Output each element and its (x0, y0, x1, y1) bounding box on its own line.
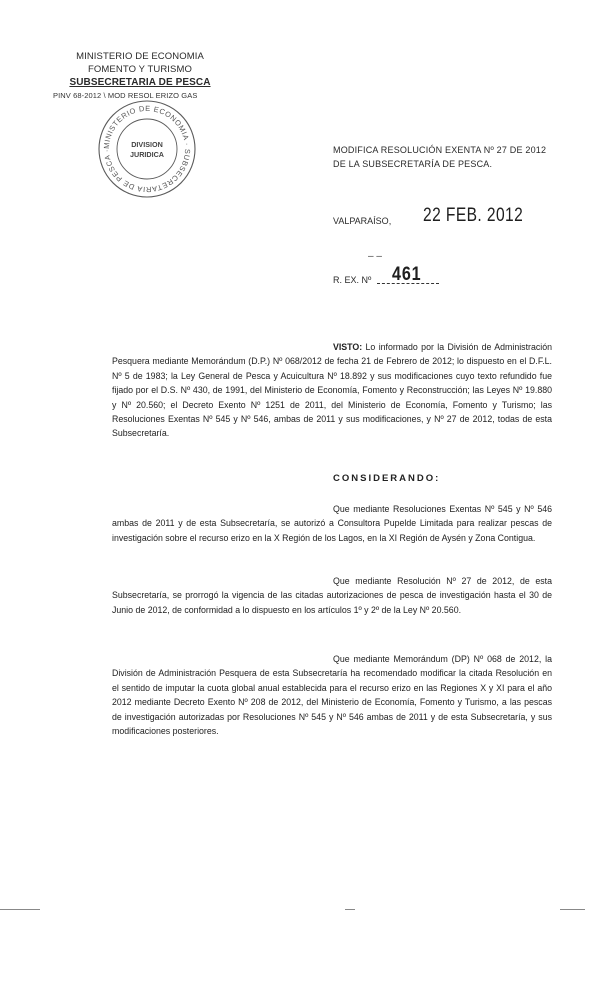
resolution-number-label: R. EX. Nº (333, 275, 372, 285)
subject-line-2: DE LA SUBSECRETARÍA DE PESCA. (333, 159, 493, 169)
subsecretaria-name: SUBSECRETARIA DE PESCA (69, 77, 211, 88)
considerando-heading: CONSIDERANDO: (333, 473, 441, 484)
ministry-name: MINISTERIO DE ECONOMIA (76, 51, 204, 62)
footer-scan-mark (345, 909, 355, 910)
footer-scan-mark (560, 909, 585, 910)
stamp-ring-text: MINISTERIO DE ECONOMIA · SUBSECRETARIA DE PESCA · (101, 103, 193, 195)
footer-scan-mark (0, 909, 40, 910)
letterhead (45, 50, 235, 102)
considerando-paragraph-1: Que mediante Resoluciones Exentas Nº 545 y Nº 546 ambas de 2011 y de esta Subsecretaría, se autorizó a Consultora Pupelde Limitada para realizar pescas de investigación sobre el recurso erizo en la X Región de los Lagos, en la XI Región de Aysén y Zona Contigua. (112, 504, 552, 543)
stamp-juridica: JURIDICA (130, 150, 164, 159)
ministry-subtitle: FOMENTO Y TURISMO (88, 64, 192, 75)
dash-mark: – – (368, 251, 382, 262)
visto-paragraph (112, 340, 552, 441)
considerando-paragraph-2: Que mediante Resolución Nº 27 de 2012, de esta Subsecretaría, se prorrogó la vigencia de las citadas autorizaciones de pesca de investigación hasta el 30 de Junio de 2012, de conformidad a lo dispuesto en los artículos 1º y 2º de la Ley Nº 20.560. (112, 576, 552, 615)
visto-label: VISTO: (333, 342, 363, 352)
division-juridica-stamp (96, 98, 198, 200)
resolution-number: 461 (392, 264, 422, 285)
date-place: VALPARAÍSO, (333, 216, 392, 226)
resolution-subject (333, 143, 573, 171)
considerando-paragraph-3: Que mediante Memorándum (DP) Nº 068 de 2012, la División de Administración Pesquera de esta Subsecretaría ha recomendado modificar la citada Resolución en el sentido de imputar la cuota global anual establecida para el recurso erizo en las Regiones X y XI para el año 2012 mediante Decreto Exento Nº 208 de 2012, del Ministerio de Economía, Fomento y Turismo, a las pescas de investigación autorizadas por Resoluciones Nº 545 y Nº 546 ambas de 2011 y de esta Subsecretaría, y sus modificaciones posteriores. (112, 654, 552, 737)
visto-text: Lo informado por la División de Administración Pesquera mediante Memorándum (D.P.) Nº 068/2012 de fecha 21 de Febrero de 2012; lo dispuesto en el D.F.L. Nº 5 de 1983; la Ley General de Pesca y Acuicultura Nº 18.892 y sus modificaciones cuyo texto refundido fue fijado por el D.S. Nº 430, de 1991, del Ministerio de Economía, Fomento y Reconstrucción; las Leyes Nº 19.880 y Nº 20.560; el Decreto Exento Nº 1251 de 2011, del Ministerio de Economía, Fomento y Turismo; las Resoluciones Exentas Nº 545 y Nº 546, ambas de 2011 y sus modificaciones, y Nº 27 de 2012, todas de esta Subsecretaría. (112, 342, 552, 439)
date-stamp: 22 FEB. 2012 (423, 205, 524, 226)
stamp-division: DIVISION (131, 140, 163, 149)
svg-text:MINISTERIO DE ECONOMIA · SUBSE (102, 104, 192, 194)
stamp-seal-icon (96, 98, 198, 200)
file-reference: PINV 68-2012 \ MOD RESOL ERIZO GAS (53, 91, 198, 100)
subject-line-1: MODIFICA RESOLUCIÓN EXENTA Nº 27 DE 2012 (333, 145, 547, 155)
